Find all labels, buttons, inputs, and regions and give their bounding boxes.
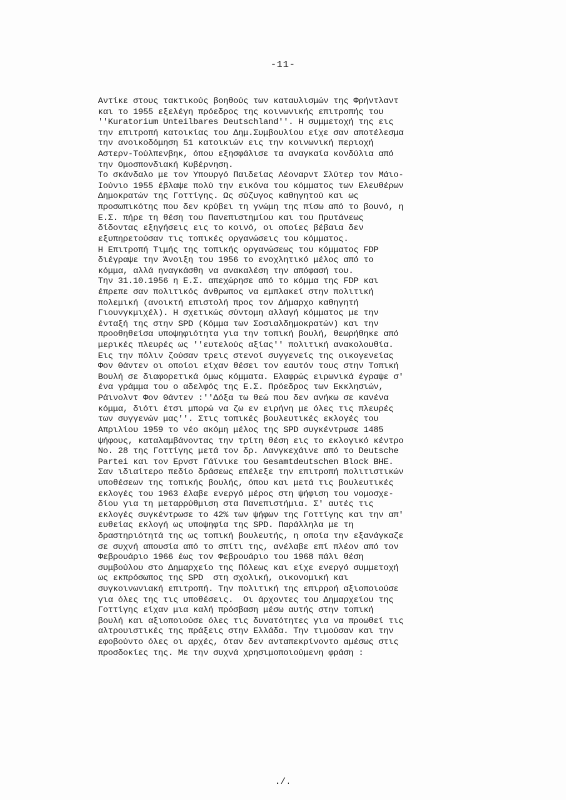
text-line: Το σκάνδαλο με τον Υπουργό Παιδείας Λέοναρντ Σλύτερ τον Μάιο-	[98, 170, 404, 181]
text-line: ως εκπρόσωπος της SPD στη σχολική, οικονομική και	[98, 573, 349, 584]
text-line: πολεμική (ανοικτή επιστολή προς τον Δήμαρχο καθηγητή	[98, 297, 359, 308]
text-line: εκλογές συγκέντρωσε το 42% των ψήφων της Γοττίγης και την απ'	[98, 509, 404, 520]
text-line: προσωπικότης που δεν κρύβει τη γνώμη της πίσω από το βουνό, η	[98, 202, 404, 213]
text-line: Απριλίου 1959 το νέο ακόμη μέλος της SPD συγκέντρωσε 1485	[98, 424, 384, 435]
text-line: ευθείας εκλογή ως υποψηφία της SPD. Παράλληλα με τη	[98, 520, 354, 531]
text-line: Την 31.10.1956 η Ε.Σ. απεχώρησε από το κόμμα της FDP και	[98, 276, 379, 287]
text-line: Γοττίγης είχαν μια καλή πρόσβαση μέσω αυτής στην τοπική	[98, 605, 374, 616]
text-line: Γιουνγκμιχέλ). Η σχετικώς σύντομη αλλαγή κόμματος με την	[98, 308, 379, 319]
text-line: την Ομοσπονδιακή Κυβέρνηση.	[98, 159, 234, 170]
text-line: υποθέσεων της τοπικής βουλής, όπου και μετά τις βουλευτικές	[98, 477, 394, 488]
text-line: την επιτροπή κατοικίας του Δημ.Συμβουλίου είχε σαν αποτέλεσμα	[98, 127, 404, 138]
text-line: Φεβρουάριο 1966 έως τον Φεβρουάριο του 1968 πάλι θέση	[98, 552, 364, 563]
text-line: ένταξή της στην SPD (Κόμμα των Σοσιαλδημοκρατών) και την	[98, 318, 379, 329]
text-line: Φον Θάντεν οι οποίοι είχαν θέσει τον εαυτόν τους στην Τοπική	[98, 361, 399, 372]
text-line: Βουλή σε διαφορετικά όμως κόμματα. Ελαφρώς ειρωνικά έγραψε σ'	[98, 371, 404, 382]
text-line: Ιούνιο 1955 έβλαψε πολύ την εικόνα του κόμματος των Ελευθέρων	[98, 180, 404, 191]
text-line: κόμμα, διότι έτσι μπορώ να ζω εν ειρήνη με όλες τις πλευρές	[98, 403, 394, 414]
text-line: Η Επιτροπή Τιμής της τοπικής οργανώσεως του κόμματος FDP	[98, 244, 379, 255]
text-line: των συγγενών μας''. Στις τοπικές βουλευτικές εκλογές του	[98, 414, 379, 425]
text-line: Αστερν-Τούλπενβηκ, όπου εξησφάλισε τα αναγκαία κονδύλια από	[98, 149, 394, 160]
text-line: βουλή και αξιοποιούσε όλες τις δυνατότητες για να προωθεί τις	[98, 615, 404, 626]
text-line: ψήφους, καταλαμβάνοντας την τρίτη θέση εις το εκλογικό κέντρο	[98, 435, 404, 446]
text-line: προοθηθείσα υποψηφιότητα για την τοπική βουλή, θεωρήθηκε από	[98, 329, 399, 340]
text-line: Ε.Σ. πήρε τη θέση του Πανεπιστημίου και του Πρυτάνεως	[98, 212, 364, 223]
text-line: δραστηριότητά της ως τοπική βουλευτής, η οποία την εξανάγκαζε	[98, 530, 404, 541]
text-line: συγκοινωνιακή επιτροπή. Την πολιτική της επιρροή αξιοποιούσε	[98, 584, 399, 595]
text-line: και το 1955 εξελέγη πρόεδρος της κοινωνικής επιτροπής του	[98, 106, 384, 117]
text-line: την ανοικοδόμηση 51 κατοικιών εις την κοινωνική περιοχή	[98, 138, 374, 149]
text-line: Δημοκρατών της Γοττίγης. Ως σύζυγος καθηγητού και ως	[98, 191, 359, 202]
text-line: Νο. 28 της Γοττίγης μετά τον δρ. Λανγκεχάινε από το Deutsche	[98, 446, 399, 457]
text-line: ''Kuratorium Unteilbares Deutschland''. Η συμμετοχή της εις	[98, 117, 394, 128]
text-line: Αντίκε στους τακτικούς βοηθούς των καταυλισμών της Φρήντλαντ	[98, 96, 399, 106]
continuation-mark: ./.	[274, 777, 292, 787]
text-line: εξυπηρετούσαν τις τοπικές οργανώσεις του κόμματος.	[98, 233, 349, 244]
text-line: μερικές πλευρές ως ''ευτελούς αξίας'' πολιτική ανακολουθία.	[98, 340, 394, 351]
text-line: εκλογές του 1963 έλαβε ενεργό μέρος στη ψήφιση του νομοσχε-	[98, 488, 394, 499]
text-line: προσδοκίες της. Με την συχνά χρησιμοποιούμενη φράση :	[98, 647, 364, 658]
text-line: ένα γράμμα του ο αδελφός της Ε.Σ. Πρόεδρος των Εκκλησιών,	[98, 382, 384, 393]
body-text	[98, 96, 498, 658]
text-line: έπρεπε σαν πολιτικός άνθρωπος να εμπλακεί στην πολιτική	[98, 286, 374, 297]
text-line: κόμμα, αλλά ηναγκάσθη να ανακαλέση την απόφασή του.	[98, 265, 354, 276]
text-line: διέγραψε την Άνοιξη του 1956 το ενοχλητικό μέλος από το	[98, 255, 374, 266]
text-line: συμβούλου στο Δημαρχείο της Πόλεως και είχε ενεργό συμμετοχή	[98, 562, 399, 573]
text-line: εφοβούντο όλες οι αρχές, όταν δεν ανταπεκρίνοντο αμέσως στις	[98, 637, 399, 648]
text-line: Σαν ιδιαίτερο πεδίο δράσεως επέλεξε την επιτροπή πολιτιστικών	[98, 467, 404, 478]
text-line: αλτρουιστικές της πράξεις στην Ελλάδα. Την τιμούσαν και την	[98, 626, 394, 637]
text-line: Partei και τον Ερνστ Γάϊνικε του Gesamtdeutschen Block BHE.	[98, 456, 394, 467]
text-line: Ράινολντ Φον Θάντεν :''Δόξα τω θεώ που δεν ανήκω σε κανένα	[98, 393, 389, 404]
text-line: σε συχνή απουσία από το σπίτι της, ανέλαβε επί πλέον από τον	[98, 541, 399, 552]
text-line: δίδοντας εξηγήσεις εις το κοινό, οι οποίες βέβαια δεν	[98, 223, 364, 234]
text-line: Εις την πόλιν ζούσαν τρεις στενοί συγγενείς της οικογενείας	[98, 350, 394, 361]
text-line: για όλες της τις υποθέσεις. Οι άρχοντες του Δημαρχείου της	[98, 594, 394, 605]
page-number: -11-	[270, 59, 296, 70]
text-line: δίου για τη μεταρρύθμιση στα Πανεπιστήμια. Σ' αυτές τις	[98, 499, 374, 510]
